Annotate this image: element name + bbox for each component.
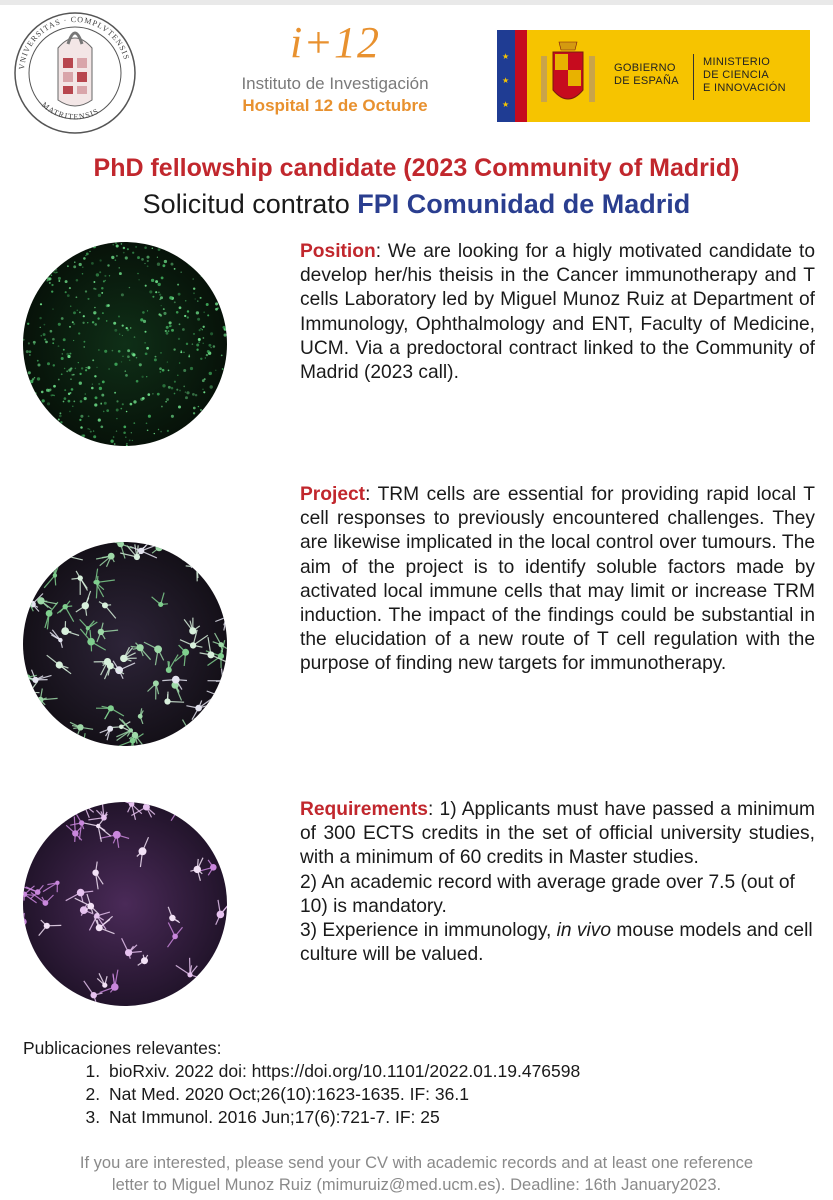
publications-ordered-list <box>23 1060 580 1129</box>
requirements-item-3-prefix: 3) Experience in immunology, <box>300 920 557 942</box>
requirements-item-1 <box>300 798 815 871</box>
svg-text:MATRITENSIS: MATRITENSIS <box>39 100 101 122</box>
footer-line-2: letter to Miguel Munoz Ruiz (mimuruiz@med.ucm.es). Deadline: 16th January2023. <box>111 1176 722 1194</box>
eu-band <box>497 30 515 122</box>
requirements-item-3 <box>300 919 815 967</box>
requirements-item-1-text: : 1) Applicants must have passed a minimum of 300 ECTS credits in the set of official university studies, with a minimum of 60 credits in Master studies. <box>300 799 815 869</box>
gobierno-line: DE ESPAÑA <box>614 75 679 87</box>
position-body: : We are looking for a higly motivated candidate to develop her/his theisis in the Cancer immunotherapy and T cells Laboratory led by Miguel Munoz Ruiz at Department of Immunology, Ophthalmology and ENT, Faculty of Medicine, UCM. Via a predoctoral contract linked to the Community of Madrid (2023 call). <box>300 241 815 384</box>
ministerio-line: MINISTERIO <box>703 56 771 68</box>
eu-star-icon: ★ <box>502 76 510 85</box>
project-section <box>300 483 815 677</box>
project-body: : TRM cells are essential for providing rapid local T cell responses to previously encountered challenges. They are likewise implicated in the local control over tumours. The aim of the project is to identify soluble factors made by activated local immune cells that may limit or increase TRM induction. The impact of the findings could be substantial in the elucidation of a new route of T cell regulation with the purpose of finding new targets for immunotherapy. <box>300 484 815 675</box>
svg-text:VNIVERSITAS · COMPLVTENSIS: VNIVERSITAS · COMPLVTENSIS <box>17 14 132 71</box>
publication-item: 2. Nat Med. 2020 Oct;26(10):1623-1635. IF: 36.1 <box>105 1083 580 1106</box>
contact-footer <box>0 1152 833 1196</box>
eu-star-icon: ★ <box>502 52 510 61</box>
title-spanish <box>0 189 833 220</box>
requirements-item-3-italic: in vivo <box>556 920 612 942</box>
requirements-section <box>300 798 815 967</box>
gobierno-line: GOBIERNO <box>614 62 676 74</box>
eu-star-icon: ★ <box>502 100 510 109</box>
publications-list <box>23 1037 580 1129</box>
imas12-hospital-label: Hospital 12 de Octubre <box>242 96 428 115</box>
project-heading: Project <box>300 484 366 505</box>
ministerio-label <box>703 56 786 95</box>
imas12-institute-label: Instituto de Investigación <box>241 74 429 93</box>
ucm-seal-logo <box>10 8 140 138</box>
top-bar <box>0 0 833 5</box>
title-spanish-highlight: FPI Comunidad de Madrid <box>357 189 691 219</box>
imas12-mark: i+12 <box>290 18 380 67</box>
publication-item: 3. Nat Immunol. 2016 Jun;17(6):721-7. IF: 25 <box>105 1106 580 1129</box>
micrograph-trm-cells <box>23 542 227 746</box>
position-heading: Position <box>300 241 376 262</box>
footer-line-1: If you are interested, please send your CV with academic records and at least one reference <box>79 1154 754 1172</box>
ministerio-line: E INNOVACIÓN <box>703 82 786 94</box>
requirements-item-2: 2) An academic record with average grade over 7.5 (out of 10) is mandatory. <box>300 871 795 917</box>
gobierno-ministerio-logo <box>497 30 810 122</box>
ministerio-line: DE CIENCIA <box>703 69 769 81</box>
gobierno-label <box>614 62 679 88</box>
micrograph-green-cells <box>23 242 227 446</box>
requirements-item-3-suffix: mouse models and cell culture will be valued. <box>300 920 813 966</box>
publication-item: 1. bioRxiv. 2022 doi: https://doi.org/10.1101/2022.01.19.476598 <box>105 1060 580 1083</box>
title-english: PhD fellowship candidate (2023 Community of Madrid) <box>93 154 740 182</box>
publications-heading: Publicaciones relevantes: <box>23 1038 222 1058</box>
imas12-logo <box>215 18 455 128</box>
title-spanish-prefix: Solicitud contrato <box>142 189 358 219</box>
position-section <box>300 240 815 385</box>
requirements-heading: Requirements <box>300 799 428 820</box>
micrograph-purple-cells <box>23 802 227 1006</box>
logo-divider <box>693 54 694 100</box>
coat-of-arms-icon <box>539 38 597 114</box>
